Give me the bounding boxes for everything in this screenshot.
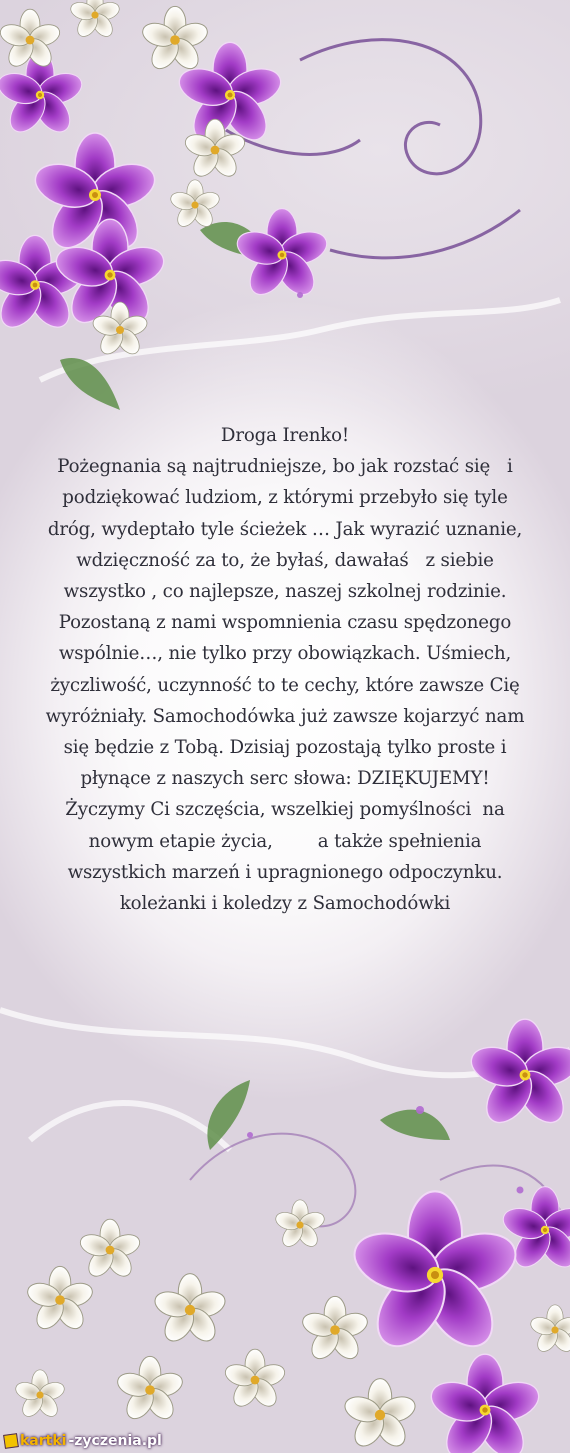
watermark-domain: -zyczenia.pl xyxy=(68,1433,162,1449)
message-line: życzliwość, uczynność to te cechy, które zawsze Cię xyxy=(50,674,520,696)
message-line: Pozostaną z nami wspomnienia czasu spędzonego xyxy=(58,612,512,634)
message-line: wdzięczność za to, że byłaś, dawałaś z siebie xyxy=(76,549,494,571)
message-line: wszystko , co najlepsze, naszej szkolnej rodzinie. xyxy=(63,581,507,603)
message-line: Droga Irenko! xyxy=(220,425,350,446)
message-line: płynące z naszych serc słowa: DZIĘKUJEMY! xyxy=(80,768,490,790)
message-line: wspólnie…, nie tylko przy obowiązkach. Uśmiech, xyxy=(58,643,512,665)
message-line: nowym etapie życia, a także spełnienia xyxy=(88,830,482,852)
message-line: dróg, wydeptało tyle ścieżek … Jak wyrazić uznanie, xyxy=(47,518,523,540)
message-line: Życzymy Ci szczęścia, wszelkiej pomyślności na xyxy=(65,799,505,821)
message-line: wyróżniały. Samochodówka już zawsze kojarzyć nam xyxy=(45,705,525,727)
watermark-accent: kartki xyxy=(20,1433,67,1449)
message-line: wszystkich marzeń i upragnionego odpoczynku. xyxy=(67,861,503,883)
message-line: podziękować ludziom, z którymi przebyło się tyle xyxy=(62,487,508,509)
greeting-message xyxy=(24,420,546,919)
message-line: koleżanki i koledzy z Samochodówki xyxy=(119,893,451,915)
message-line: się będzie z Tobą. Dzisiaj pozostają tylko proste i xyxy=(63,737,507,759)
message-line: Pożegnania są najtrudniejsze, bo jak rozstać się i xyxy=(57,456,513,478)
card-icon xyxy=(3,1433,19,1449)
site-watermark xyxy=(4,1433,162,1449)
